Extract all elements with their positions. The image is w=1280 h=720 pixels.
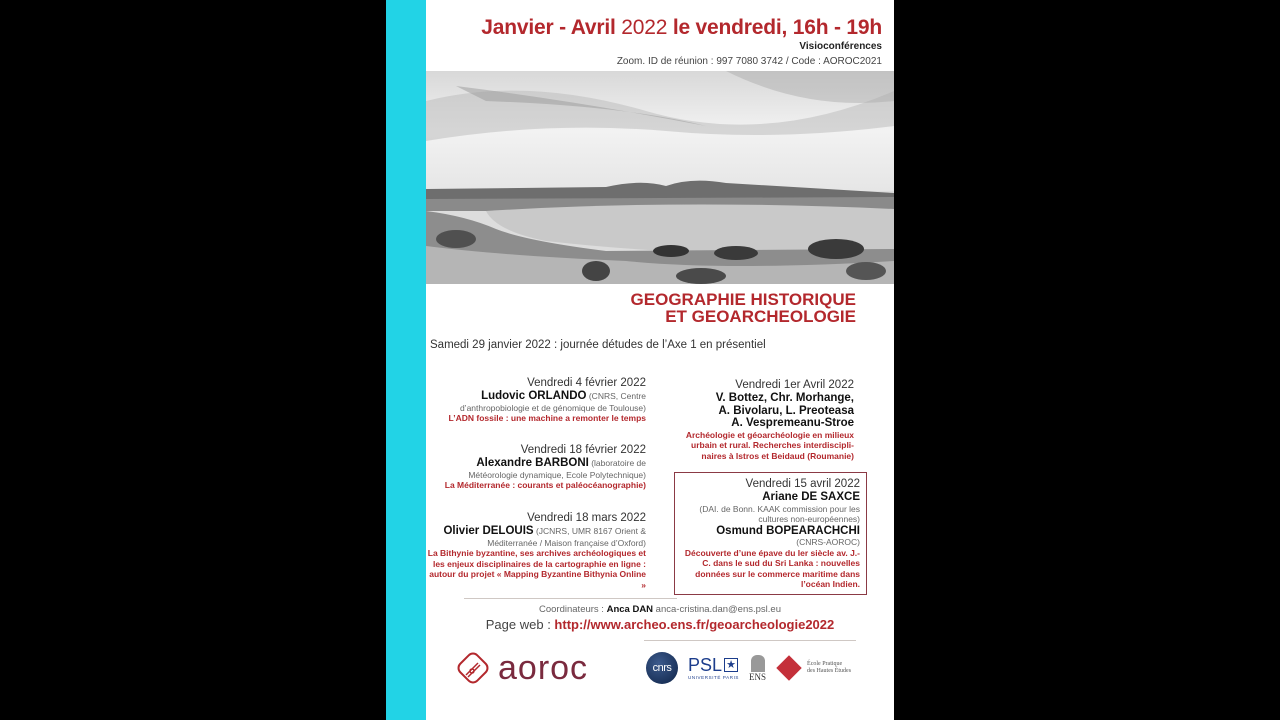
section-title-line2: ET GEOARCHEOLOGIE (665, 307, 856, 326)
coordinator-name: Anca DAN (606, 604, 654, 615)
event-date: Vendredi 15 avril 2022 (745, 478, 860, 490)
event-affiliation: (CNRS, Centre d’anthropobiologie et de génomique de Toulouse) (459, 391, 646, 413)
event-item (436, 443, 646, 491)
event-date: Vendredi 1er Avril 2022 (735, 379, 854, 391)
event-affiliation: (DAI. de Bonn. KAAK commission pour les cultures non-européennes) (699, 503, 860, 524)
section-title (631, 291, 856, 325)
event-speaker-line: A. Bivolaru, L. Preoteasa (718, 404, 854, 417)
coordinators-line (426, 604, 894, 615)
webpage-label: Page web : (485, 617, 555, 632)
event-speaker-2: Osmund BOPEARACHCHI (716, 524, 860, 537)
psl-wordmark: PSL (688, 655, 723, 675)
event-item-boxed (674, 472, 867, 595)
event-talk-title: La Bithynie byzantine, ses archives archéologiques et les enjeux disciplinaires de la cartographie en ligne : autour du projet « Mapping Byzantine Bithynia Online » (427, 548, 646, 590)
poster-header-title (481, 16, 882, 40)
divider (464, 598, 677, 599)
title-months: Janvier - Avril (481, 16, 616, 39)
ephe-line1: École Pratique (807, 661, 843, 667)
ens-wordmark: ENS (749, 671, 767, 682)
event-speaker: Ludovic ORLANDO (481, 390, 587, 402)
coordinator-email[interactable]: anca-cristina.dan@ens.psl.eu (653, 604, 781, 615)
poster-page (426, 0, 894, 720)
event-speaker: Olivier DELOUIS (443, 525, 534, 537)
landscape-photo (426, 71, 894, 284)
aoroc-pen-nib-icon (454, 649, 492, 687)
event-item (676, 378, 854, 461)
ephe-logo (776, 659, 851, 677)
event-talk-title: Découverte d’une épave du Ier siècle av. J.-C. dans le sud du Sri Lanka : nouvelles données sur le commerce maritime dans l’océan Indien. (684, 547, 860, 589)
coordinators-label: Coordinateurs : (539, 604, 607, 615)
webpage-line (426, 617, 894, 632)
event-talk-title: Archéologie et géoarchéologie en milieux urbain et rural. Recherches interdiscipli- naires à Istros et Beidaud (Roumanie) (685, 429, 854, 461)
event-affiliation: (JCNRS, UMR 8167 Orient & Méditerranée / Maison française d’Oxford) (487, 526, 646, 548)
ens-building-icon (751, 655, 765, 672)
cyan-side-strip (386, 0, 426, 720)
zoom-meeting-info: Zoom. ID de réunion : 997 7080 3742 / Code : AOROC2021 (616, 56, 882, 67)
event-speaker: Ariane DE SAXCE (762, 491, 860, 503)
event-speaker-line: V. Bottez, Chr. Morhange, (715, 392, 854, 404)
ens-logo (749, 655, 766, 682)
ephe-line2: des Hautes Études (807, 668, 852, 674)
event-date: Vendredi 18 mars 2022 (527, 512, 646, 524)
psl-subtitle: UNIVERSITÉ PARIS (688, 675, 740, 680)
event-date: Vendredi 18 février 2022 (520, 444, 646, 456)
aoroc-logo (454, 648, 588, 688)
cnrs-logo: cnrs (646, 652, 678, 684)
ephe-wordmark (807, 661, 851, 675)
title-schedule: le vendredi, 16h - 19h (672, 16, 882, 39)
title-year: 2022 (615, 16, 673, 39)
saturday-study-day-note: Samedi 29 janvier 2022 : journée détudes de l’Axe 1 en présentiel (430, 339, 766, 351)
divider (644, 640, 856, 641)
psl-star-icon: ★ (724, 658, 738, 672)
ephe-diamond-icon (776, 655, 801, 680)
event-affiliation: (laboratoire de Météorologie dynamique, Ecole Polytechnique) (468, 458, 646, 480)
visioconference-label: Visioconférences (799, 41, 882, 52)
event-item (426, 511, 646, 590)
psl-logo (688, 656, 739, 680)
event-item (436, 376, 646, 424)
section-title-line1: GEOGRAPHIE HISTORIQUE (630, 290, 856, 309)
event-talk-title: L’ADN fossile : une machine a remonter le temps (448, 413, 646, 423)
partner-logos (646, 652, 851, 684)
event-speaker: Alexandre BARBONI (476, 457, 589, 469)
event-affiliation-2: (CNRS-AOROC) (796, 537, 860, 547)
aoroc-wordmark: aoroc (498, 649, 589, 687)
event-speaker-line: A. Vespremeanu-Stroe (731, 417, 854, 429)
event-talk-title: La Méditerranée : courants et paléocéanographie) (444, 480, 646, 490)
event-date: Vendredi 4 février 2022 (527, 377, 646, 389)
webpage-link[interactable]: http://www.archeo.ens.fr/geoarcheologie2022 (554, 617, 835, 632)
